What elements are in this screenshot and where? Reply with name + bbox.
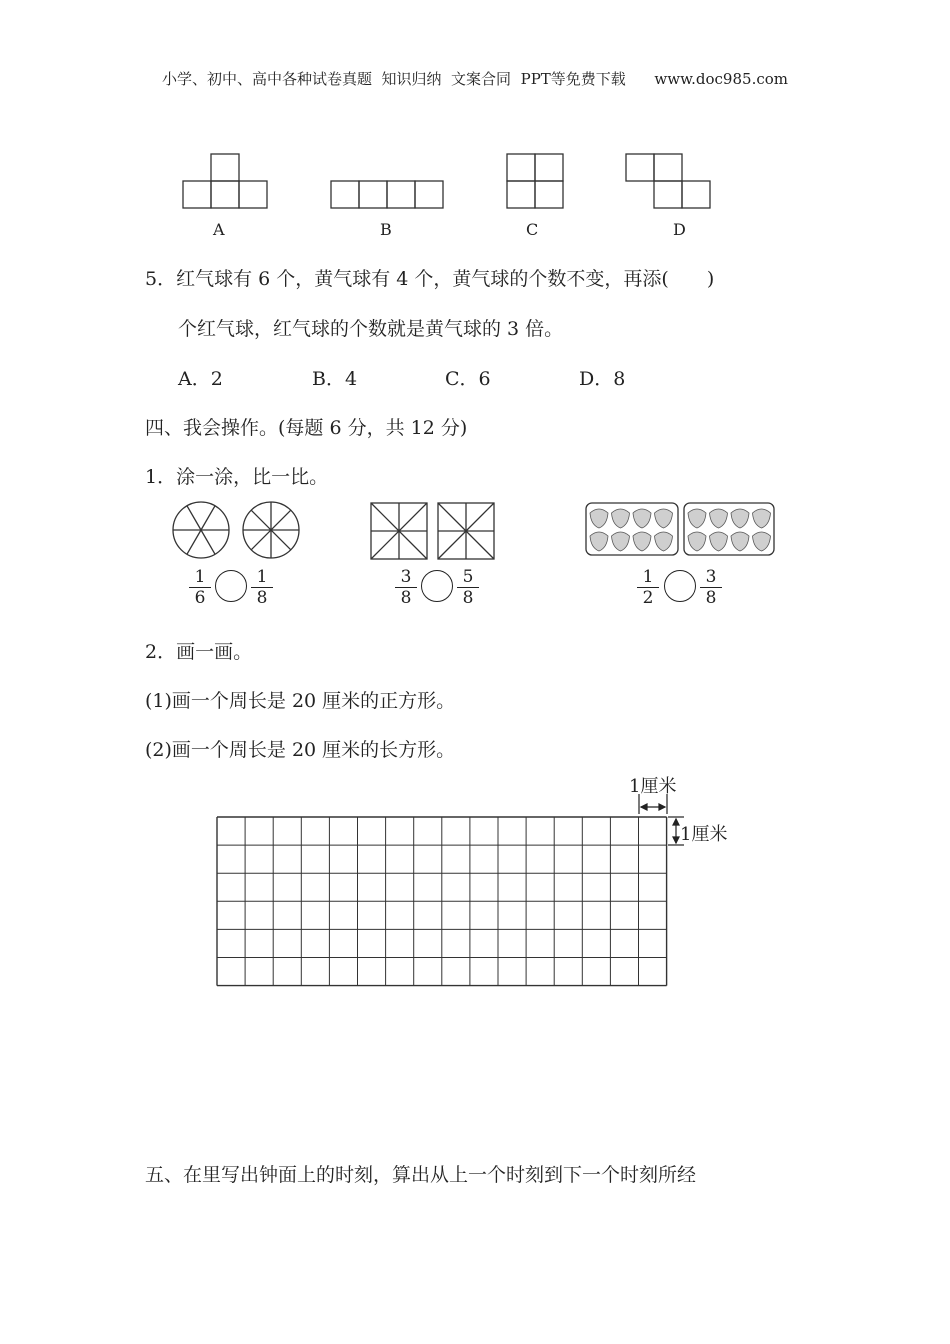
- strawberry-icon: [688, 509, 706, 528]
- q5-option-a: A．2: [178, 368, 223, 390]
- shape-label-c: C: [526, 220, 539, 239]
- fraction-1-right: $\frac{1}{8}$: [251, 567, 273, 608]
- compare-circle-3[interactable]: [664, 570, 696, 602]
- strawberry-icon: [731, 509, 749, 528]
- unit-arrow-vertical: [668, 817, 684, 845]
- q1-title: 1．涂一涂，比一比。: [145, 466, 329, 488]
- fraction-2-left: $\frac{3}{8}$: [395, 567, 417, 608]
- strawberry-icon: [731, 532, 749, 551]
- unit-label-horizontal: 1厘米: [629, 776, 677, 797]
- unit-arrow-horizontal: [639, 794, 667, 814]
- compare-circle-1[interactable]: [215, 570, 247, 602]
- strawberry-icon: [753, 509, 771, 528]
- shape-label-b: B: [380, 220, 392, 239]
- square-eighths-1: [371, 503, 427, 559]
- strawberry-icon: [633, 532, 651, 551]
- strawberry-icon: [633, 509, 651, 528]
- q5-option-c: C．6: [445, 368, 491, 390]
- circle-eighths: [243, 502, 299, 558]
- drawing-grid-area[interactable]: [200, 790, 760, 1000]
- strawberry-icon: [590, 509, 608, 528]
- shape-b: [331, 181, 443, 208]
- shape-a: [183, 154, 267, 208]
- net-shapes: [0, 140, 950, 250]
- strawberry-icon: [753, 532, 771, 551]
- color-figures: [0, 495, 950, 565]
- q5-option-b: B．4: [312, 368, 358, 390]
- q5-line1: 5．红气球有 6 个，黄气球有 4 个，黄气球的个数不变，再添( ): [145, 268, 715, 290]
- strawberry-icon: [655, 532, 673, 551]
- fraction-1-left: $\frac{1}{6}$: [189, 567, 211, 608]
- q5-option-d: D．8: [579, 368, 626, 390]
- q2-sub1: (1)画一个周长是 20 厘米的正方形。: [145, 690, 456, 712]
- section5-title: 五、在里写出钟面上的时刻，算出从上一个时刻到下一个时刻所经: [145, 1164, 697, 1186]
- shape-label-a: A: [213, 220, 225, 239]
- strawberry-icon: [612, 509, 630, 528]
- q2-sub2: (2)画一个周长是 20 厘米的长方形。: [145, 739, 456, 761]
- q5-line2: 个红气球，红气球的个数就是黄气球的 3 倍。: [178, 318, 564, 340]
- square-eighths-2: [438, 503, 494, 559]
- shape-c: [507, 154, 563, 208]
- page-header: 小学、初中、高中各种试卷真题 知识归纳 文案合同 PPT等免费下载 www.doc985.com: [161, 70, 788, 88]
- circle-sixths: [173, 502, 229, 558]
- shape-d: [626, 154, 710, 208]
- fraction-3-left: $\frac{1}{2}$: [637, 567, 659, 608]
- strawberry-icon: [590, 532, 608, 551]
- strawberry-icon: [655, 509, 673, 528]
- section4-title: 四、我会操作。(每题 6 分，共 12 分): [145, 417, 468, 439]
- strawberry-icon: [688, 532, 706, 551]
- fraction-3-right: $\frac{3}{8}$: [700, 567, 722, 608]
- strawberry-icon: [612, 532, 630, 551]
- fraction-2-right: $\frac{5}{8}$: [457, 567, 479, 608]
- shape-label-d: D: [673, 220, 686, 239]
- unit-label-vertical: 1厘米: [680, 824, 728, 845]
- compare-circle-2[interactable]: [421, 570, 453, 602]
- strawberry-icon: [710, 509, 728, 528]
- q2-title: 2．画一画。: [145, 641, 253, 663]
- strawberry-icon: [710, 532, 728, 551]
